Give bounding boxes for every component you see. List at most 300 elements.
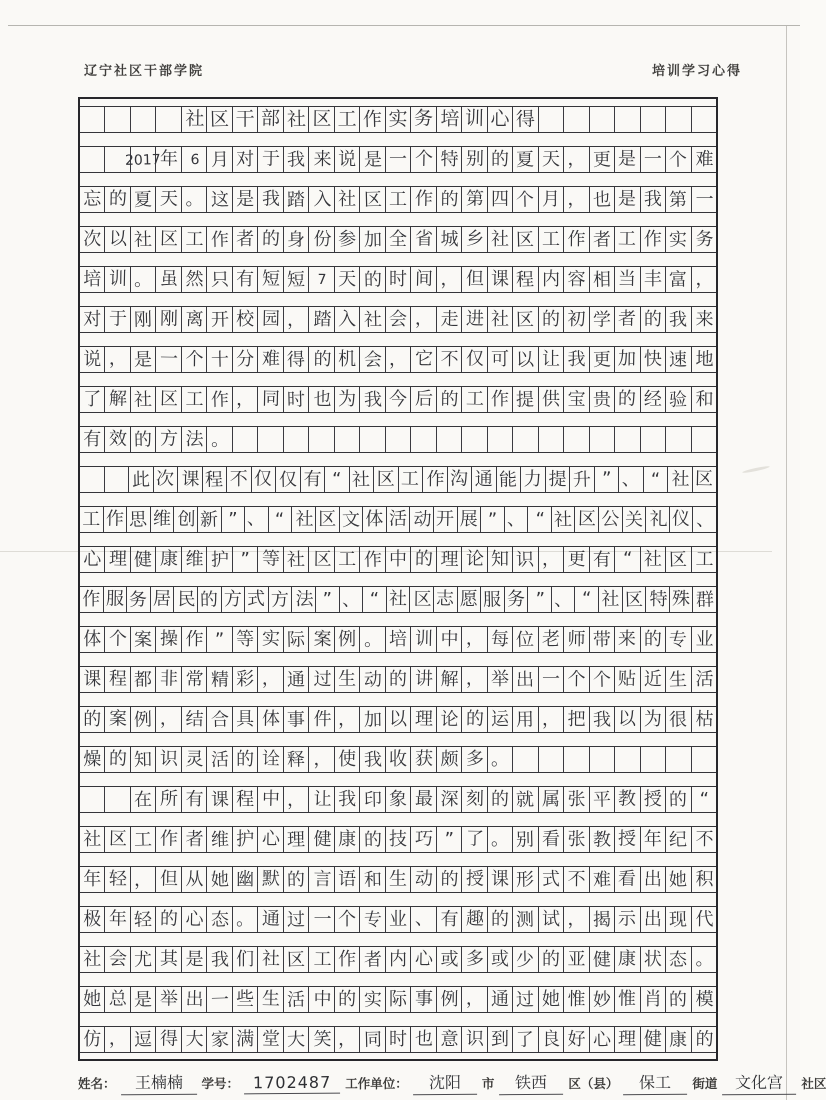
grid-cell: 开 [207,307,232,332]
grid-cell: 。 [488,747,513,772]
district-value: 铁西 [499,1070,563,1095]
grid-cell: 以 [386,707,411,732]
grid-cell: 结 [182,707,207,732]
grid-cell: 枯 [695,708,714,730]
grid-cell: 常 [182,667,207,692]
grid-cell: 的 [666,987,691,1012]
grid-cell: 释 [284,747,309,772]
grid-cell: 作 [104,507,128,532]
grid-cell: 每 [488,627,513,652]
grid-cell: 全 [386,227,411,252]
grid-cell [80,147,105,172]
grid-cell: 心 [411,947,436,972]
grid-cell: 同 [258,387,283,412]
grid-cell: 7 [309,267,334,292]
grid-cell: 作 [80,587,104,612]
grid-cell: 课 [488,267,513,292]
grid-cell: 。 [182,187,207,212]
grid-cell: 丰 [641,267,666,292]
grid-cell [641,107,666,132]
grid-cell: 她 [666,867,691,892]
grid-cell: 参 [335,227,360,252]
grid-cell: 刚 [156,307,181,332]
grid-cell: 例 [131,707,156,732]
grid-cell: 妙 [590,987,615,1012]
grid-cell: 者 [233,227,258,252]
grid-cell: 民 [174,587,198,612]
grid-cell [564,427,589,452]
grid-cell: 沟 [448,467,473,492]
grid-cell: 方 [156,427,181,452]
grid-cell: 。 [488,827,513,852]
grid-cell: 案 [105,707,130,732]
manuscript-row [80,986,716,1013]
grid-cell: 贴 [615,667,640,692]
grid-cell: ， [695,268,714,290]
grid-cell: 校 [233,307,258,332]
grid-cell: 理 [411,707,436,732]
grid-cell: 的 [105,747,130,772]
grid-cell: 相 [590,267,615,292]
grid-cell: ” [233,547,258,572]
grid-cell: 亚 [564,947,589,972]
manuscript-row [80,1026,716,1053]
grid-cell: 工 [182,387,207,412]
grid-cell: ， [564,147,589,172]
row-spacer [80,413,716,426]
grid-cell: 工 [462,387,487,412]
grid-cell: 近 [641,667,666,692]
grid-cell: ， [156,707,181,732]
grid-cell: 解 [105,387,130,412]
grid-cell: 张 [564,827,589,852]
grid-cell: 加 [615,347,640,372]
manuscript-row [80,546,716,573]
grid-cell: 于 [105,307,130,332]
grid-cell: 作 [156,827,181,852]
grid-cell: 个 [411,147,436,172]
grid-cell: 殊 [670,587,694,612]
grid-cell: 非 [156,667,181,692]
grid-cell: 有 [182,787,207,812]
grid-cell: 志 [434,587,458,612]
grid-cell: 趣 [462,907,487,932]
grid-cell [156,107,181,132]
grid-cell: ” [316,587,340,612]
grid-cell: 作 [207,227,232,252]
grid-cell: 技 [386,827,411,852]
grid-cell: 的 [539,947,564,972]
grid-cell: 尤 [131,947,156,972]
grid-cell: 和 [695,388,714,410]
grid-cell: 意 [437,1027,462,1052]
grid-cell: 进 [462,307,487,332]
street-value: 保工 [623,1070,687,1095]
community-value: 文化宫 [722,1070,796,1096]
grid-cell: 区 [513,307,538,332]
grid-cell: ” [595,467,620,492]
grid-cell: 离 [182,307,207,332]
grid-cell: 省 [411,227,436,252]
grid-cell: 教 [615,787,640,812]
grid-cell: 工 [182,227,207,252]
grid-cell: 区 [360,187,385,212]
grid-cell: 工 [386,187,411,212]
grid-cell: 机 [335,347,360,372]
grid-cell: 生 [386,867,411,892]
grid-cell: ， [462,987,487,1012]
grid-cell: 。 [131,267,156,292]
grid-cell: 礼 [646,507,670,532]
grid-cell: 的 [131,427,156,452]
grid-cell: 健 [590,947,615,972]
grid-cell: 活 [284,987,309,1012]
manuscript-row [80,386,716,413]
grid-cell: 于 [258,147,283,172]
row-spacer [80,893,716,906]
grid-cell: ， [258,667,283,692]
grid-cell: 活 [207,747,232,772]
grid-cell: 彩 [233,667,258,692]
grid-cell: 年 [156,147,181,172]
grid-cell: 会 [105,947,130,972]
city-value: 沈阳 [413,1070,477,1095]
grid-cell: 的 [437,187,462,212]
grid-cell: 程 [513,267,538,292]
grid-cell: 但 [462,267,487,292]
grid-cell: 、 [340,587,364,612]
grid-cell: 的 [615,387,640,412]
grid-cell: 天 [335,267,360,292]
grid-cell: 我 [258,187,283,212]
grid-cell: 第 [666,187,691,212]
manuscript-row [80,666,716,693]
grid-cell [564,107,589,132]
grid-cell [692,107,716,132]
grid-cell: 或 [488,947,513,972]
grid-cell: 现 [666,907,691,932]
grid-cell: 纪 [666,827,691,852]
grid-cell: 轻 [105,867,130,892]
grid-cell: 实 [666,227,691,252]
grid-cell: ， [539,547,564,572]
grid-cell: 作 [423,467,448,492]
grid-cell: 和 [360,867,385,892]
grid-cell [80,787,105,812]
grid-cell: 活 [695,668,714,690]
grid-cell [309,427,334,452]
grid-cell: 出 [641,867,666,892]
grid-cell: 提 [513,387,538,412]
grid-cell: 工 [335,547,360,572]
grid-cell: 课 [80,667,105,692]
grid-cell: 工 [615,227,640,252]
grid-cell: 社 [258,947,283,972]
grid-cell: 我 [564,347,589,372]
grid-cell: 城 [437,227,462,252]
grid-cell: 说 [80,347,105,372]
grid-cell: ， [411,307,436,332]
grid-cell: 把 [564,707,589,732]
grid-cell [615,747,640,772]
grid-cell: 的 [666,787,691,812]
grid-cell: 初 [564,307,589,332]
grid-cell: 以 [513,347,538,372]
grid-cell: 大 [182,1027,207,1052]
row-spacer [80,453,716,466]
row-spacer [80,173,716,186]
grid-cell: 轻 [131,907,156,932]
grid-cell: 作 [360,107,385,132]
row-spacer [80,693,716,706]
grid-cell: 是 [615,187,640,212]
grid-cell: 来 [615,627,640,652]
grid-cell: 法 [182,427,207,452]
grid-cell: 内 [539,267,564,292]
grid-cell: “ [528,507,552,532]
row-spacer [80,293,716,306]
grid-cell: 象 [386,787,411,812]
grid-cell [80,467,105,492]
grid-cell: 用 [513,707,538,732]
grid-cell: 动 [360,667,385,692]
grid-cell: 、 [695,508,714,531]
city-suffix: 市 [481,1077,495,1091]
grid-cell: 分 [233,347,258,372]
grid-cell: 操 [156,627,181,652]
grid-cell: 仪 [670,507,694,532]
grid-cell: 区 [410,587,434,612]
grid-cell: 心 [488,107,513,132]
grid-cell: 区 [309,547,334,572]
grid-cell [513,747,538,772]
grid-cell: 中 [309,987,334,1012]
grid-cell: 作 [488,387,513,412]
name-label: 姓名： [78,1077,116,1091]
grid-cell: 试 [539,907,564,932]
row-spacer [80,813,716,826]
grid-cell: 刚 [131,307,156,332]
manuscript-row [80,346,716,373]
grid-cell: 时 [386,1027,411,1052]
grid-cell: 社 [80,827,105,852]
grid-cell: 社 [284,107,309,132]
grid-cell: 我 [641,187,666,212]
grid-cell: 是 [182,947,207,972]
grid-cell: 多 [462,947,487,972]
grid-cell: 速 [666,347,691,372]
grid-cell: 中 [437,627,462,652]
grid-cell: 特 [437,147,462,172]
grid-cell: 识 [462,1027,487,1052]
grid-cell [513,427,538,452]
grid-cell: 识 [513,547,538,572]
grid-cell: 可 [488,347,513,372]
row-spacer [80,253,716,266]
grid-cell: 生 [258,987,283,1012]
grid-cell: 身 [284,227,309,252]
grid-cell: 作 [641,227,666,252]
grid-cell: 一 [695,188,714,210]
grid-cell: 实 [360,987,385,1012]
grid-cell: 第 [462,187,487,212]
grid-cell: 一 [207,987,232,1012]
grid-cell: 一 [539,667,564,692]
grid-cell: 从 [182,867,207,892]
grid-cell: 作 [207,387,232,412]
grid-cell: 业 [386,907,411,932]
grid-cell: 份 [309,227,334,252]
grid-cell: 中 [386,547,411,572]
grid-cell: 动 [411,867,436,892]
grid-cell: 仅 [462,347,487,372]
grid-cell: 好 [564,1027,589,1052]
grid-cell: 社 [599,587,623,612]
grid-cell [590,747,615,772]
grid-cell: 对 [80,307,105,332]
grid-cell: 学 [590,307,615,332]
grid-cell: 2017 [131,147,156,172]
grid-cell: 论 [437,707,462,732]
grid-cell: 的 [360,827,385,852]
grid-cell: 作 [411,187,436,212]
grid-cell: 护 [207,547,232,572]
grid-cell: “ [575,587,599,612]
grid-cell: 区 [575,507,599,532]
page-header [84,60,742,79]
grid-cell: 揭 [590,907,615,932]
grid-cell: 过 [309,667,334,692]
grid-cell: 这 [207,187,232,212]
paper-top-edge-line [8,25,800,26]
grid-cell [615,107,640,132]
grid-cell: 理 [105,547,130,572]
grid-cell: 区 [316,507,340,532]
grid-cell: 就 [513,787,538,812]
grid-cell: 间 [411,267,436,292]
grid-cell: 天 [539,147,564,172]
grid-cell [666,747,691,772]
grid-cell: 的 [488,147,513,172]
manuscript-row [80,826,716,853]
grid-cell: 难 [590,867,615,892]
grid-cell: 的 [386,667,411,692]
grid-cell [105,787,130,812]
grid-cell: 展 [458,507,482,532]
row-spacer [80,853,716,866]
grid-cell: 获 [411,747,436,772]
grid-cell: 事 [411,987,436,1012]
grid-cell: 等 [258,547,283,572]
grid-cell: 其 [156,947,181,972]
manuscript-row [80,266,716,293]
grid-cell: 肖 [641,987,666,1012]
grid-cell: 了 [80,387,105,412]
grid-cell: 然 [182,267,207,292]
grid-cell: 干 [233,107,258,132]
manuscript-grid [78,97,718,1061]
grid-cell: 平 [590,787,615,812]
grid-cell: 我 [360,387,385,412]
grid-cell: 的 [695,1028,714,1050]
grid-cell: 案 [309,627,334,652]
grid-cell: 专 [666,627,691,652]
row-spacer [80,573,716,586]
grid-cell [335,427,360,452]
work-unit-label: 工作单位： [345,1077,408,1091]
grid-cell: 惟 [564,987,589,1012]
grid-cell: 有 [80,427,105,452]
grid-cell: 社 [335,187,360,212]
grid-cell: 家 [207,1027,232,1052]
grid-cell [386,427,411,452]
grid-cell: 区 [207,107,232,132]
grid-cell: 个 [590,667,615,692]
manuscript-row [80,946,716,973]
street-suffix: 街道 [692,1077,718,1091]
grid-cell: 到 [488,1027,513,1052]
grid-cell: 我 [207,947,232,972]
grid-cell: 巧 [411,827,436,852]
grid-cell: 、 [245,507,269,532]
grid-cell [284,427,309,452]
grid-cell [539,747,564,772]
grid-cell: 通 [284,667,309,692]
grid-cell: 法 [292,587,316,612]
grid-cell: 创 [174,507,198,532]
grid-cell: 月 [539,187,564,212]
grid-cell: 合 [207,707,232,732]
grid-cell: 出 [641,907,666,932]
grid-cell [590,427,615,452]
grid-cell: 十 [207,347,232,372]
grid-cell: 社 [552,507,576,532]
grid-cell: 的 [156,907,181,932]
grid-cell: 方 [222,587,246,612]
grid-cell: 理 [284,827,309,852]
grid-cell: 。 [360,627,385,652]
grid-cell: 她 [207,867,232,892]
grid-cell [692,427,716,452]
grid-cell: 者 [590,227,615,252]
grid-cell: 的 [539,307,564,332]
grid-cell: 更 [564,547,589,572]
grid-cell: ， [131,867,156,892]
grid-cell [411,427,436,452]
grid-cell: 论 [462,547,487,572]
manuscript-row [80,146,716,173]
row-spacer [80,493,716,506]
manuscript-row [80,866,716,893]
grid-cell: ， [105,1027,130,1052]
grid-cell: 笑 [309,1027,334,1052]
grid-cell: 社 [350,467,375,492]
grid-cell: 中 [258,787,283,812]
grid-cell: 服 [104,587,128,612]
grid-cell: ” [481,507,505,532]
grid-cell: 区 [156,387,181,412]
grid-cell: 务 [127,587,151,612]
grid-cell: 健 [131,547,156,572]
grid-cell: ” [222,507,246,532]
grid-cell: ， [335,1027,360,1052]
grid-cell: 。 [695,948,714,970]
grid-cell: 举 [156,987,181,1012]
grid-cell: 程 [105,667,130,692]
grid-cell: 看 [615,867,640,892]
grid-cell: 际 [284,627,309,652]
grid-cell: 者 [360,947,385,972]
